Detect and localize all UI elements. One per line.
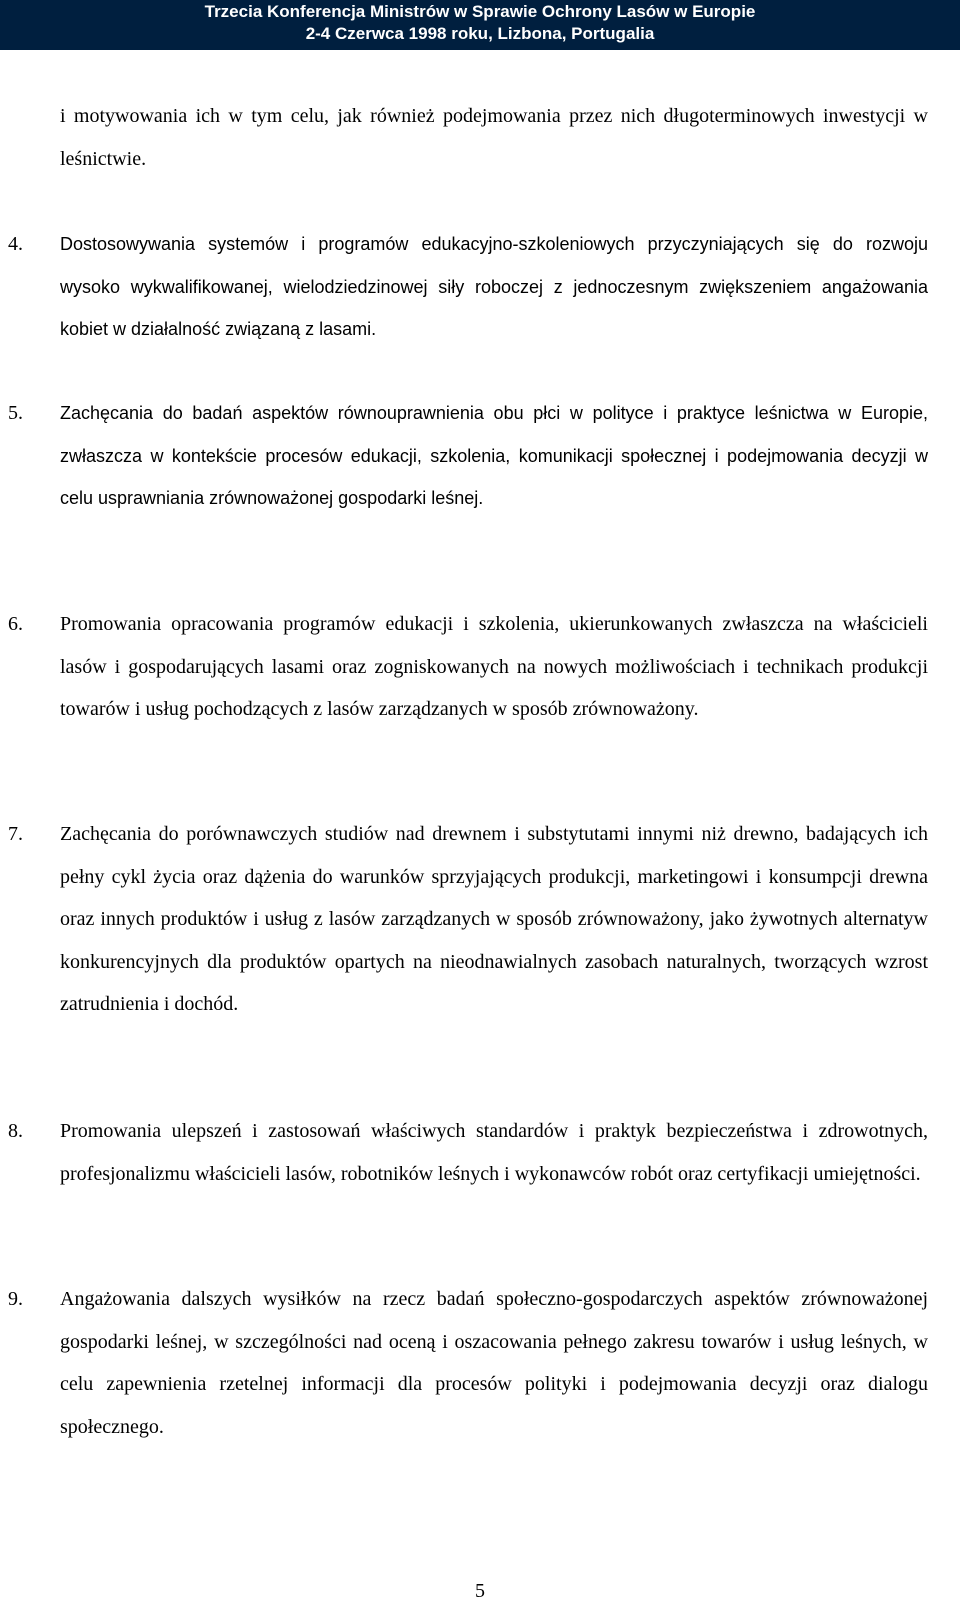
list-item-text: Dostosowywania systemów i programów edukacyjno-szkoleniowych przyczyniających się do rozwoju wysoko wykwalifikowanej, wielodziedzinowej siły roboczej z jednoczesnym zwiększeniem angażowania kobiet w działalność związaną z lasami. xyxy=(60,234,928,339)
header-conference-title: Trzecia Konferencja Ministrów w Sprawie Ochrony Lasów w Europie xyxy=(204,2,756,21)
list-item-number: 8. xyxy=(8,1120,23,1142)
continuation-paragraph: i motywowania ich w tym celu, jak również podejmowania przez nich długoterminowych inwestycji w leśnictwie. xyxy=(60,105,928,170)
page-header xyxy=(0,0,960,50)
list-item-text: Zachęcania do porównawczych studiów nad drewnem i substytutami innymi niż drewno, badających ich pełny cykl życia oraz dążenia do warunków sprzyjających produkcji, marketingowi i konsumpcji drewna oraz innych produktów i usług z lasów zarządzanych w sposób zrównoważony, jako żywotnych alternatyw konkurencyjnych dla produktów opartych na nieodnawialnych zasobach naturalnych, tworzących wzrost zatrudnienia i dochód. xyxy=(60,823,928,1015)
list-item-text: Promowania ulepszeń i zastosowań właściwych standardów i praktyk bezpieczeństwa i zdrowotnych, profesjonalizmu właścicieli lasów, robotników leśnych i wykonawców robót oraz certyfikacji umiejętności. xyxy=(60,1120,928,1185)
list-item-text: Zachęcania do badań aspektów równouprawnienia obu płci w polityce i praktyce leśnictwa w Europie, zwłaszcza w kontekście procesów edukacji, szkolenia, komunikacji społecznej i podejmowania decyzji w celu usprawniania zrównoważonej gospodarki leśnej. xyxy=(60,403,928,508)
list-item-number: 4. xyxy=(8,233,23,255)
header-date-location: 2-4 Czerwca 1998 roku, Lizbona, Portugalia xyxy=(305,24,655,43)
list-item-text: Promowania opracowania programów edukacji i szkolenia, ukierunkowanych zwłaszcza na właścicieli lasów i gospodarujących lasami oraz zogniskowanych na nowych możliwościach i technikach produkcji towarów i usług pochodzących z lasów zarządzanych w sposób zrównoważony. xyxy=(60,613,928,720)
list-item-text: Angażowania dalszych wysiłków na rzecz badań społeczno-gospodarczych aspektów zrównoważonej gospodarki leśnej, w szczególności nad oceną i oszacowania pełnego zakresu towarów i usług leśnych, w celu zapewnienia rzetelnej informacji dla procesów polityki i podejmowania decyzji oraz dialogu społecznego. xyxy=(60,1288,928,1438)
list-item-number: 9. xyxy=(8,1288,23,1310)
list-item-number: 5. xyxy=(8,402,23,424)
list-item-number: 6. xyxy=(8,613,23,635)
list-item-number: 7. xyxy=(8,823,23,845)
page-number: 5 xyxy=(475,1580,485,1602)
